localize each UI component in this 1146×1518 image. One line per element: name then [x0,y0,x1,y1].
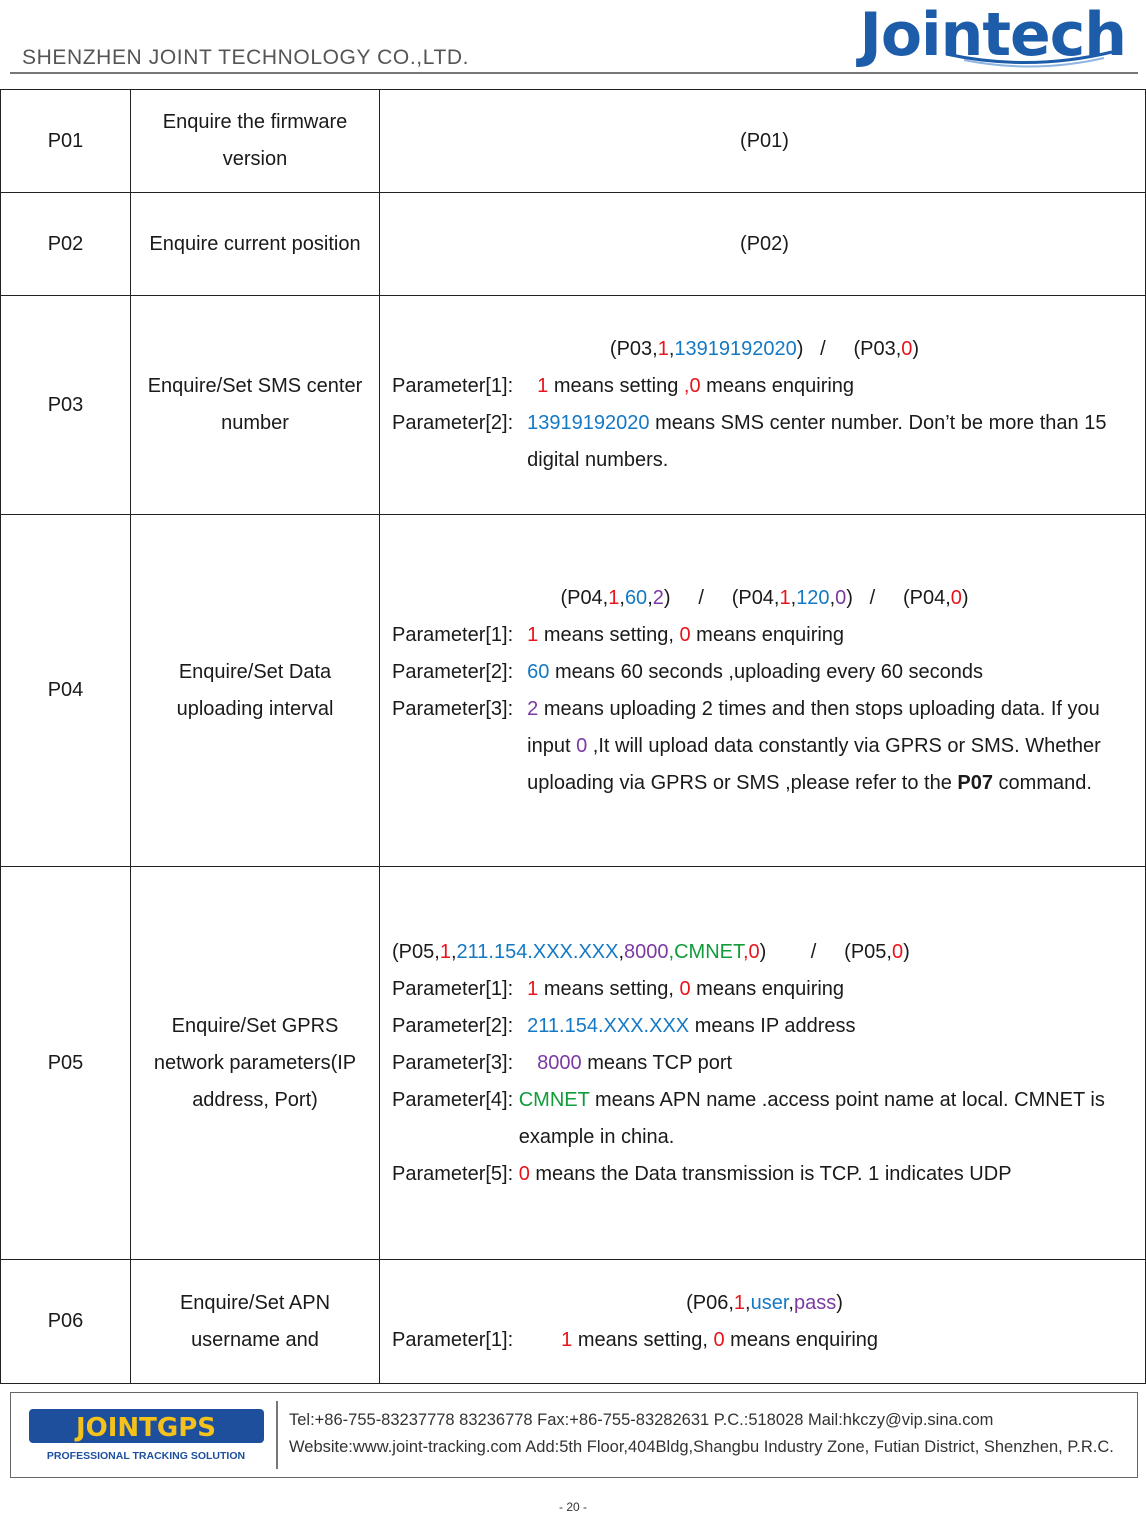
command-table [0,89,1146,1384]
command-syntax: (P03,1,13919192020) / (P03,0) [609,338,920,360]
page-number: - 20 - [558,1500,587,1514]
parameter-line: Parameter[2]: 60 means 60 seconds ,uploading every 60 seconds [392,660,984,683]
parameter-line: Parameter[4]: CMNET means APN name .access point name at local. CMNET is example in china. [392,1088,1105,1148]
command-description: Enquire/Set GPRS network parameters(IP address, Port) [131,867,380,1260]
parameter-line: Parameter[1]: 1 means setting, 0 means enquiring [392,1328,879,1351]
footer-tagline: PROFESSIONAL TRACKING SOLUTION [46,1450,246,1462]
command-syntax: (P01) [380,90,1146,193]
parameter-line: Parameter[2]: 211.154.XXX.XXX means IP address [392,1014,856,1037]
command-description: Enquire/Set Data uploading interval [131,515,380,867]
command-description: Enquire the firmware version [131,90,380,193]
command-details [380,1260,1146,1384]
command-code: P06 [1,1260,131,1384]
footer-address-line: Website:www.joint-tracking.com Add:5th Floor,404Bldg,Shangbu Industry Zone, Futian District, Shenzhen, P.R.C. [289,1438,1114,1456]
page-footer [10,1392,1138,1478]
table-row [1,515,1146,867]
command-syntax: (P06,1,user,pass) [686,1291,843,1314]
command-details [380,296,1146,515]
parameter-line: Parameter[3]: 8000 means TCP port [392,1051,733,1074]
command-details [380,867,1146,1260]
page-header [0,0,1146,80]
command-description: Enquire/Set APN username and [131,1260,380,1384]
command-code: P01 [1,90,131,193]
command-syntax: (P04,1,60,2) / (P04,1,120,0) / (P04,0) [560,586,969,609]
footer-contact [289,1407,1114,1461]
command-code: P02 [1,193,131,296]
footer-logo-text: JOINTGPS [75,1413,217,1443]
table-row [1,90,1146,193]
jointgps-logo [29,1405,264,1465]
command-syntax: (P02) [380,193,1146,296]
parameter-line: Parameter[3]: 2 means uploading 2 times and then stops uploading data. If you input 0 ,It will upload data constantly via GPRS or SMS. Whether uploading via GPRS or SMS ,please refer to the P07 command. [392,697,1101,794]
parameter-line: Parameter[1]: 1 means setting, 0 means enquiring [392,623,845,646]
company-name: SHENZHEN JOINT TECHNOLOGY CO.,LTD. [22,46,470,69]
table-row [1,1260,1146,1384]
footer-divider [276,1401,278,1469]
table-row [1,867,1146,1260]
parameter-line: Parameter[1]: 1 means setting ,0 means enquiring [392,375,855,397]
parameter-line: Parameter[5]: 0 means the Data transmission is TCP. 1 indicates UDP [392,1162,1012,1185]
footer-contact-line: Tel:+86-755-83237778 83236778 Fax:+86-755-83282631 P.C.:518028 Mail:hkczy@vip.sina.com [289,1411,994,1429]
jointech-logo: Jointech [859,0,1126,70]
command-description: Enquire/Set SMS center number [131,296,380,515]
logo-swoosh-icon [944,50,1114,68]
command-syntax: (P05,1,211.154.XXX.XXX,8000,CMNET,0) / (P05,0) [392,940,910,963]
table-row [1,193,1146,296]
parameter-line: Parameter[1]: 1 means setting, 0 means enquiring [392,977,845,1000]
header-divider [10,72,1138,74]
command-code: P05 [1,867,131,1260]
command-code: P03 [1,296,131,515]
command-code: P04 [1,515,131,867]
table-row [1,296,1146,515]
command-description: Enquire current position [131,193,380,296]
command-details [380,515,1146,867]
parameter-line: Parameter[2]: 13919192020 means SMS center number. Don’t be more than 15 digital numbers. [392,412,1107,471]
